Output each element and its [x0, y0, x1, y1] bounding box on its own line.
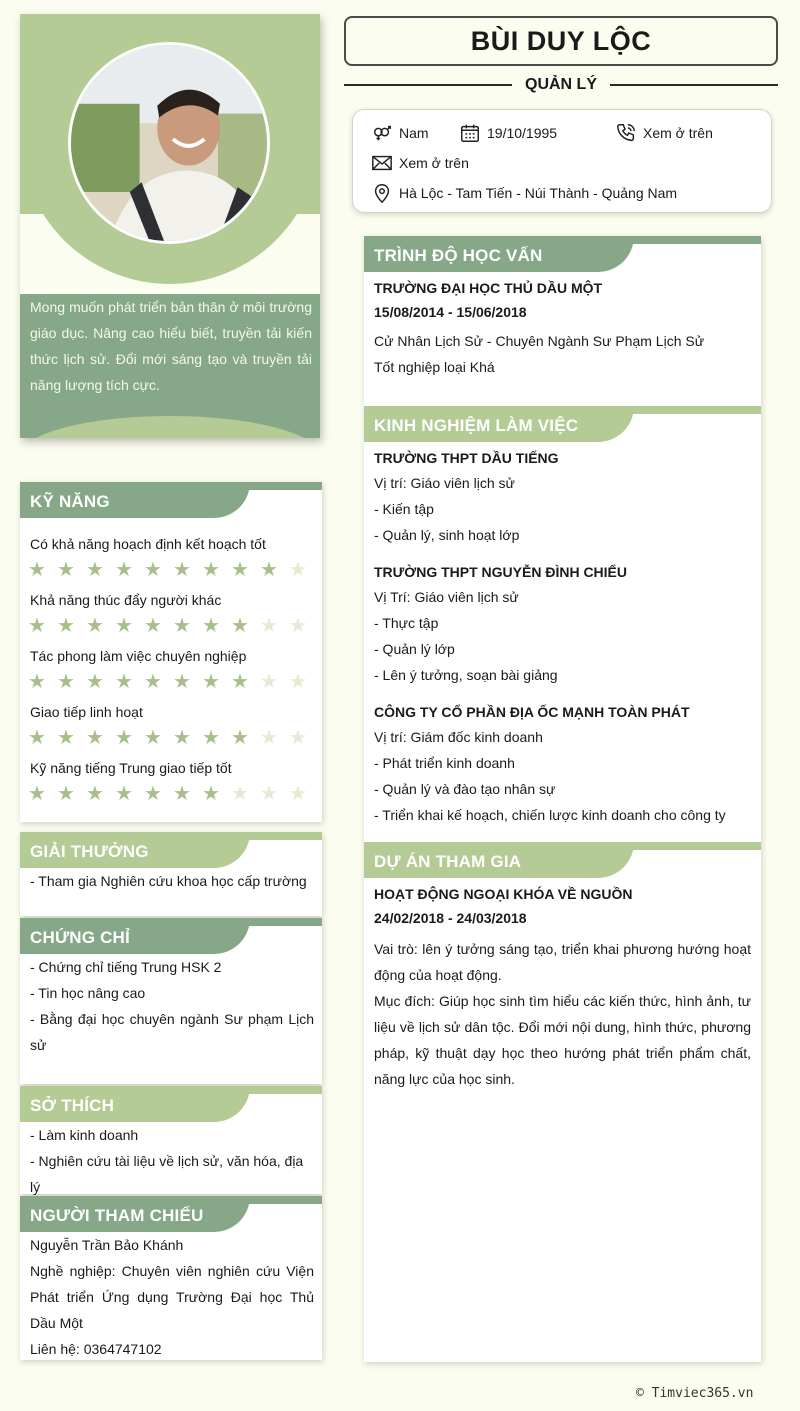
- location-pin-icon: [371, 182, 393, 204]
- skill-rating: [20, 672, 322, 692]
- star-filled-icon: ★: [86, 615, 104, 637]
- experience-item: [374, 560, 751, 688]
- star-empty-icon: ★: [289, 783, 307, 805]
- experience-line: Vị Trí: Giáo viên lịch sử: [374, 589, 519, 605]
- gender-text: Nam: [399, 125, 429, 141]
- skill-name: Kỹ năng tiếng Trung giao tiếp tốt: [30, 760, 232, 776]
- star-filled-icon: ★: [231, 727, 249, 749]
- star-filled-icon: ★: [173, 783, 191, 805]
- experience-company: TRƯỜNG THPT DẦU TIẾNG: [374, 450, 559, 466]
- star-filled-icon: ★: [260, 559, 278, 581]
- certificates-section: [20, 918, 322, 1084]
- experience-line: Vị trí: Giám đốc kinh doanh: [374, 729, 543, 745]
- education-period: 15/08/2014 - 15/06/2018: [374, 304, 527, 320]
- star-filled-icon: ★: [28, 559, 46, 581]
- skill-name: Giao tiếp linh hoạt: [30, 704, 143, 720]
- star-filled-icon: ★: [202, 615, 220, 637]
- email-text: Xem ở trên: [399, 155, 469, 171]
- star-filled-icon: ★: [144, 783, 162, 805]
- certificate-line: - Bằng đại học chuyên ngành Sư phạm Lịch sử: [30, 1011, 314, 1053]
- projects-title: DỰ ÁN THAM GIA: [374, 852, 522, 871]
- profile-top: [20, 14, 320, 294]
- star-filled-icon: ★: [115, 559, 133, 581]
- hobbies-title: SỞ THÍCH: [30, 1096, 115, 1115]
- skill-rating: [20, 560, 322, 580]
- experience-company: CÔNG TY CỔ PHẦN ĐỊA ỐC MẠNH TOÀN PHÁT: [374, 704, 690, 720]
- projects-header: [364, 842, 761, 878]
- star-filled-icon: ★: [231, 559, 249, 581]
- education-school: TRƯỜNG ĐẠI HỌC THỦ DẦU MỘT: [374, 280, 603, 296]
- star-empty-icon: ★: [231, 783, 249, 805]
- profile-card: [20, 14, 320, 438]
- skills-list: [20, 518, 322, 804]
- address-text: Hà Lộc - Tam Tiến - Núi Thành - Quảng Nam: [399, 185, 678, 201]
- certificate-line: - Chứng chỉ tiếng Trung HSK 2: [30, 959, 222, 975]
- star-empty-icon: ★: [289, 671, 307, 693]
- email-icon: [371, 152, 393, 174]
- certificates-header: [20, 918, 322, 954]
- star-empty-icon: ★: [260, 671, 278, 693]
- star-filled-icon: ★: [28, 615, 46, 637]
- star-filled-icon: ★: [231, 671, 249, 693]
- star-filled-icon: ★: [173, 671, 191, 693]
- star-filled-icon: ★: [144, 559, 162, 581]
- star-filled-icon: ★: [86, 671, 104, 693]
- main-panel: [364, 236, 761, 1362]
- skill-rating: [20, 616, 322, 636]
- experience-line: - Thực tập: [374, 615, 439, 631]
- star-filled-icon: ★: [202, 559, 220, 581]
- experience-header: [364, 406, 761, 442]
- skill-name: Có khả năng hoạch định kết hoạch tốt: [30, 536, 266, 552]
- star-filled-icon: ★: [144, 615, 162, 637]
- reference-header: [20, 1196, 322, 1232]
- phone-icon: [615, 122, 637, 144]
- avatar: [68, 42, 270, 244]
- avatar-photo: [71, 45, 267, 241]
- experience-line: - Kiến tập: [374, 501, 434, 517]
- star-empty-icon: ★: [289, 559, 307, 581]
- contact-gender: [371, 122, 429, 144]
- reference-section: [20, 1196, 322, 1360]
- phone-text: Xem ở trên: [643, 125, 713, 141]
- star-filled-icon: ★: [115, 727, 133, 749]
- skills-section: [20, 482, 322, 822]
- skill-rating: [20, 784, 322, 804]
- card-wave: [20, 416, 320, 438]
- project-period: 24/02/2018 - 24/03/2018: [374, 910, 527, 926]
- star-empty-icon: ★: [260, 727, 278, 749]
- contact-address: [371, 182, 677, 204]
- star-filled-icon: ★: [173, 559, 191, 581]
- education-header: [364, 236, 761, 272]
- star-empty-icon: ★: [289, 727, 307, 749]
- contact-phone: [615, 122, 713, 144]
- project-role: Vai trò: lên ý tưởng sáng tạo, triển khai phương hướng hoạt động của hoạt động.: [374, 941, 751, 983]
- skills-header: [20, 482, 322, 518]
- star-filled-icon: ★: [57, 727, 75, 749]
- education-line: Cử Nhân Lịch Sử - Chuyên Ngành Sư Phạm Lịch Sử: [374, 333, 705, 349]
- footer-credit: © Timviec365.vn: [636, 1386, 754, 1401]
- experience-line: Vị trí: Giáo viên lịch sử: [374, 475, 515, 491]
- star-filled-icon: ★: [202, 727, 220, 749]
- career-objective: Mong muốn phát triển bản thân ở môi trường giáo dục. Nâng cao hiểu biết, truyền tải kiến thức lịch sử. Đổi mới sáng tạo và truyền tải năng lượng tích cực.: [30, 299, 312, 393]
- star-filled-icon: ★: [28, 671, 46, 693]
- hobby-line: - Làm kinh doanh: [30, 1127, 139, 1143]
- project-name: HOẠT ĐỘNG NGOẠI KHÓA VỀ NGUỒN: [374, 886, 633, 902]
- skill-name: Tác phong làm việc chuyên nghiệp: [30, 648, 247, 664]
- experience-line: - Lên ý tưởng, soạn bài giảng: [374, 667, 558, 683]
- star-filled-icon: ★: [115, 671, 133, 693]
- experience-title: KINH NGHIỆM LÀM VIỆC: [374, 416, 579, 435]
- star-filled-icon: ★: [144, 671, 162, 693]
- skill-name: Khả năng thúc đẩy người khác: [30, 592, 222, 608]
- experience-line: - Triển khai kế hoạch, chiến lược kinh doanh cho công ty: [374, 807, 726, 823]
- skill-rating: [20, 728, 322, 748]
- star-filled-icon: ★: [86, 783, 104, 805]
- contact-box: [352, 109, 772, 213]
- reference-title: NGƯỜI THAM CHIẾU: [30, 1206, 204, 1225]
- star-filled-icon: ★: [231, 615, 249, 637]
- reference-job: Nghề nghiệp: Chuyên viên nghiên cứu Viện Phát triển Ứng dụng Trường Đại học Thủ Dầu Một: [30, 1263, 314, 1331]
- awards-title: GIẢI THƯỞNG: [30, 842, 149, 861]
- hobby-line: - Nghiên cứu tài liệu về lịch sử, văn hóa, địa lý: [30, 1153, 304, 1195]
- award-line: - Tham gia Nghiên cứu khoa học cấp trường: [30, 873, 307, 889]
- awards-header: [20, 832, 322, 868]
- star-filled-icon: ★: [144, 727, 162, 749]
- experience-list: [364, 442, 761, 828]
- star-filled-icon: ★: [57, 559, 75, 581]
- hobbies-section: [20, 1086, 322, 1194]
- reference-name: Nguyễn Trần Bảo Khánh: [30, 1237, 184, 1253]
- star-filled-icon: ★: [86, 559, 104, 581]
- star-filled-icon: ★: [202, 671, 220, 693]
- contact-email: [371, 152, 469, 174]
- star-filled-icon: ★: [202, 783, 220, 805]
- gender-icon: [371, 122, 393, 144]
- project-purpose: Mục đích: Giúp học sinh tìm hiểu các kiến thức, hình ảnh, tư liệu về lịch sử dân tộc. Đổi mới nội dung, hình thức, phương pháp, kỹ thuật dạy học theo hướng phát triển phẩm chất, năng lực của học sinh.: [374, 993, 751, 1087]
- experience-line: - Quản lý, sinh hoạt lớp: [374, 527, 520, 543]
- experience-company: TRƯỜNG THPT NGUYỄN ĐÌNH CHIỂU: [374, 564, 628, 580]
- experience-line: - Quản lý lớp: [374, 641, 455, 657]
- star-filled-icon: ★: [28, 783, 46, 805]
- star-empty-icon: ★: [289, 615, 307, 637]
- candidate-role: QUẢN LÝ: [512, 74, 610, 96]
- calendar-icon: [459, 122, 481, 144]
- star-filled-icon: ★: [173, 615, 191, 637]
- star-filled-icon: ★: [86, 727, 104, 749]
- certificate-line: - Tin học nâng cao: [30, 985, 146, 1001]
- contact-birthday: [459, 122, 557, 144]
- awards-section: [20, 832, 322, 916]
- birthday-text: 19/10/1995: [487, 125, 558, 141]
- skills-title: KỸ NĂNG: [30, 492, 110, 511]
- certificates-title: CHỨNG CHỈ: [30, 928, 130, 947]
- star-filled-icon: ★: [57, 783, 75, 805]
- star-empty-icon: ★: [260, 783, 278, 805]
- experience-line: - Phát triển kinh doanh: [374, 755, 515, 771]
- education-content: [364, 272, 761, 380]
- star-filled-icon: ★: [115, 615, 133, 637]
- candidate-name: BÙI DUY LỘC: [344, 16, 778, 66]
- star-filled-icon: ★: [57, 671, 75, 693]
- education-line: Tốt nghiệp loại Khá: [374, 359, 495, 375]
- experience-item: [374, 700, 751, 828]
- star-filled-icon: ★: [115, 783, 133, 805]
- experience-item: [374, 446, 751, 548]
- experience-line: - Quản lý và đào tạo nhân sự: [374, 781, 556, 797]
- star-filled-icon: ★: [57, 615, 75, 637]
- education-title: TRÌNH ĐỘ HỌC VẤN: [374, 246, 543, 265]
- projects-content: [364, 878, 761, 1092]
- star-empty-icon: ★: [260, 615, 278, 637]
- star-filled-icon: ★: [28, 727, 46, 749]
- hobbies-header: [20, 1086, 322, 1122]
- reference-contact: Liên hệ: 0364747102: [30, 1341, 162, 1357]
- star-filled-icon: ★: [173, 727, 191, 749]
